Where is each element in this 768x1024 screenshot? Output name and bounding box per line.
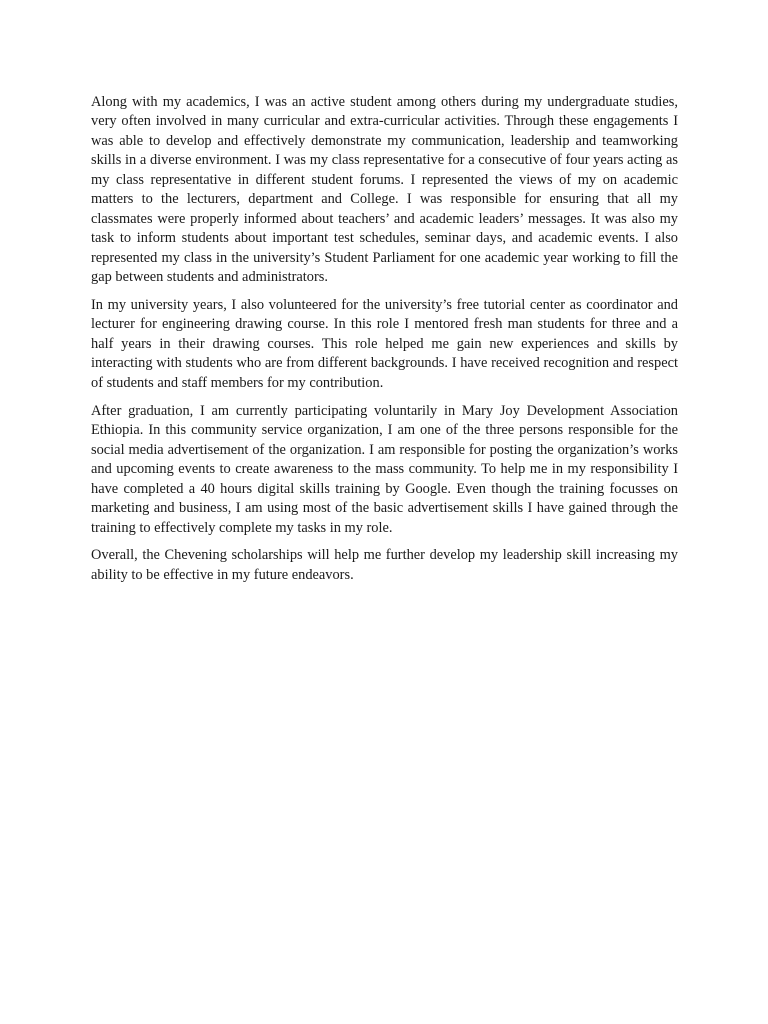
document-body — [91, 93, 678, 594]
paragraph-tutorial-volunteering: In my university years, I also volunteered for the university’s free tutorial center as coordinator and lecturer for engineering drawing course. In this role I mentored fresh man students for three and a half years in their drawing courses. This role helped me gain new experiences and skills by interacting with students who are from different backgrounds. I have received recognition and respect of students and staff members for my contribution. — [91, 297, 678, 391]
paragraph-academics-leadership: Along with my academics, I was an active student among others during my undergraduate studies, very often involved in many curricular and extra-curricular activities. Through these engagements I was able to develop and effectively demonstrate my communication, leadership and teamworking skills in a diverse environment. I was my class representative for a consecutive of four years acting as my class representative in different student forums. I represented the views of my on academic matters to the lecturers, department and College. I was responsible for ensuring that all my classmates were properly informed about teachers’ and academic leaders’ messages. It was also my task to inform students about important test schedules, seminar days, and academic events. I also represented my class in the university’s Student Parliament for one academic year working to fill the gap between students and administrators. — [91, 94, 678, 286]
paragraph-conclusion: Overall, the Chevening scholarships will help me further develop my leadership skill increasing my ability to be effective in my future endeavors. — [91, 547, 678, 583]
paragraph-community-service: After graduation, I am currently participating voluntarily in Mary Joy Development Association Ethiopia. In this community service organization, I am one of the three persons responsible for the social media advertisement of the organization. I am responsible for posting the organization’s works and upcoming events to create awareness to the mass community. To help me in my responsibility I have completed a 40 hours digital skills training by Google. Even though the training focusses on marketing and business, I am using most of the basic advertisement skills I have gained through the training to effectively complete my tasks in my role. — [91, 402, 678, 536]
